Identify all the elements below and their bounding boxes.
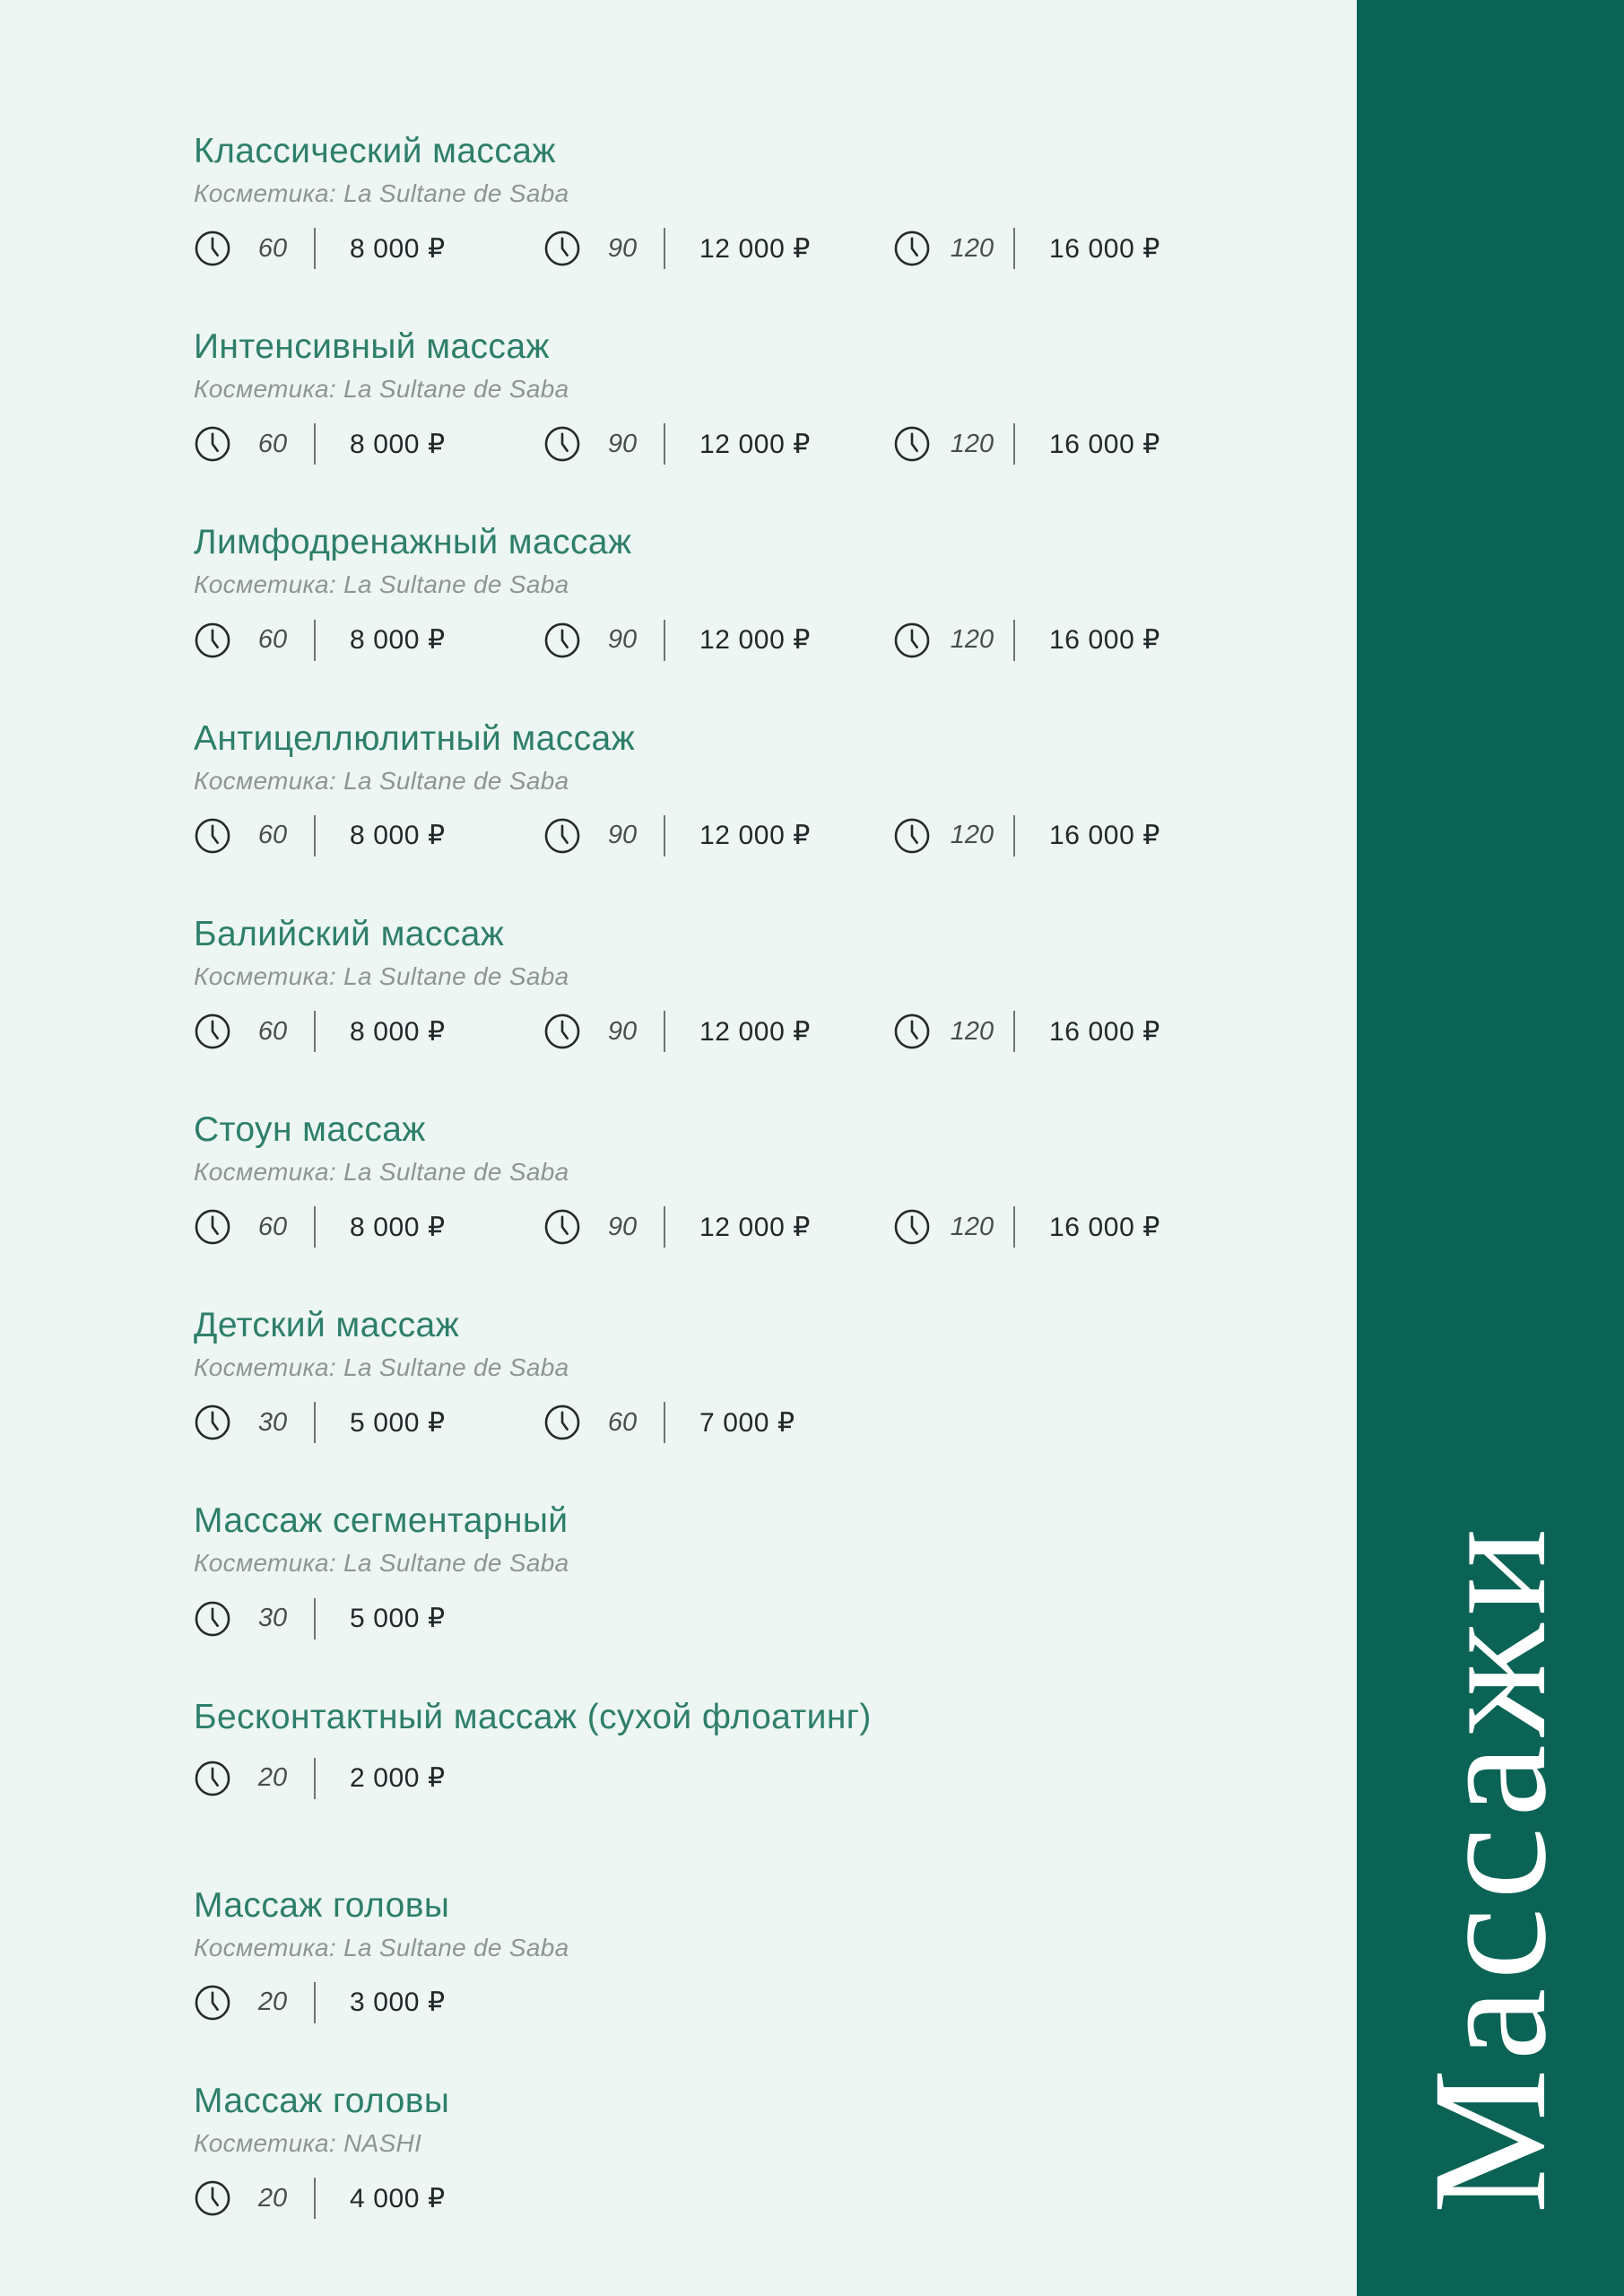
price-value: 12 000 ₽ [699,625,811,656]
service-item [194,1109,1306,1248]
service-item [194,131,1306,269]
duration-price-divider [1013,620,1015,661]
service-title: Детский массаж [194,1306,460,1345]
duration-price-divider [314,1011,316,1052]
price-option [194,1402,543,1443]
clock-icon [194,1404,231,1441]
price-value: 8 000 ₽ [350,1016,446,1047]
price-option [893,1206,1243,1248]
service-title: Лимфодренажный массаж [194,523,632,562]
price-option [194,1206,543,1248]
price-row [194,1402,1306,1443]
service-cosmetics: Косметика: La Sultane de Saba [194,1549,569,1578]
clock-icon [194,2179,231,2217]
price-value: 12 000 ₽ [699,233,811,264]
price-value: 16 000 ₽ [1049,233,1160,264]
duration-price-divider [664,1206,665,1248]
duration-minutes: 120 [950,1212,994,1241]
service-title: Антицеллюлитный массаж [194,718,636,758]
price-value: 2 000 ₽ [350,1763,446,1794]
price-option [194,2178,543,2219]
price-value: 5 000 ₽ [350,1604,446,1634]
duration-price-divider [1013,423,1015,465]
price-value: 3 000 ₽ [350,1987,446,2018]
price-value: 16 000 ₽ [1049,821,1160,851]
clock-icon [543,1404,581,1441]
clock-icon [194,1208,231,1246]
duration-price-divider [1013,815,1015,857]
clock-icon [893,1208,931,1246]
price-option [893,620,1243,661]
duration-minutes: 60 [257,821,288,850]
service-item [194,1500,1306,1639]
price-value: 16 000 ₽ [1049,1016,1160,1047]
duration-minutes: 20 [257,1763,288,1793]
price-row [194,1982,1306,2023]
price-value: 16 000 ₽ [1049,1212,1160,1242]
duration-minutes: 90 [607,1016,638,1046]
clock-icon [194,817,231,855]
price-row [194,620,1306,661]
price-option [893,1011,1243,1052]
price-row [194,1206,1306,1248]
duration-minutes: 60 [257,625,288,655]
price-value: 12 000 ₽ [699,821,811,851]
price-option [194,1011,543,1052]
service-item [194,2081,1306,2219]
service-item [194,1885,1306,2023]
duration-minutes: 20 [257,1987,288,2017]
duration-price-divider [1013,228,1015,269]
price-value: 8 000 ₽ [350,625,446,656]
service-item [194,914,1306,1052]
service-cosmetics: Косметика: La Sultane de Saba [194,766,569,795]
duration-price-divider [314,1598,316,1639]
duration-price-divider [664,423,665,465]
service-item [194,522,1306,660]
price-value: 8 000 ₽ [350,233,446,264]
clock-icon [543,622,581,659]
price-option [543,1402,893,1443]
price-value: 8 000 ₽ [350,429,446,459]
duration-price-divider [664,1011,665,1052]
price-option [543,1011,893,1052]
duration-price-divider [314,2178,316,2219]
duration-minutes: 60 [607,1407,638,1437]
duration-price-divider [314,815,316,857]
price-value: 12 000 ₽ [699,1212,811,1242]
price-option [543,815,893,857]
service-title: Балийский массаж [194,914,505,953]
clock-icon [543,230,581,267]
duration-price-divider [314,620,316,661]
price-value: 8 000 ₽ [350,1212,446,1242]
clock-icon [893,230,931,267]
duration-price-divider [314,423,316,465]
price-option [543,1206,893,1248]
duration-minutes: 120 [950,821,994,850]
clock-icon [893,622,931,659]
duration-minutes: 90 [607,429,638,458]
duration-minutes: 30 [257,1407,288,1437]
clock-icon [194,622,231,659]
clock-icon [893,817,931,855]
price-value: 12 000 ₽ [699,1016,811,1047]
clock-icon [194,1013,231,1050]
price-value: 12 000 ₽ [699,429,811,459]
duration-minutes: 60 [257,429,288,458]
price-value: 16 000 ₽ [1049,429,1160,459]
clock-icon [543,1208,581,1246]
duration-minutes: 60 [257,233,288,263]
clock-icon [543,425,581,463]
price-option [194,1598,543,1639]
clock-icon [194,1760,231,1797]
price-option [194,1758,543,1799]
duration-price-divider [314,1982,316,2023]
price-value: 7 000 ₽ [699,1407,795,1438]
price-option [893,423,1243,465]
price-value: 16 000 ₽ [1049,625,1160,656]
duration-price-divider [1013,1206,1015,1248]
clock-icon [893,1013,931,1050]
price-option [893,228,1243,269]
duration-minutes: 120 [950,625,994,655]
price-value: 5 000 ₽ [350,1407,446,1438]
price-option [194,1982,543,2023]
price-row [194,2178,1306,2219]
service-cosmetics: Косметика: La Sultane de Saba [194,375,569,404]
service-title: Массаж головы [194,2081,450,2120]
duration-price-divider [664,1402,665,1443]
duration-price-divider [314,1206,316,1248]
price-row [194,1758,1306,1799]
category-sidebar [1357,0,1624,2296]
duration-minutes: 120 [950,1016,994,1046]
price-row [194,228,1306,269]
price-row [194,815,1306,857]
service-item [194,718,1306,857]
price-option [543,228,893,269]
category-title-vertical: Массажи [1400,1519,1580,2213]
service-title: Стоун массаж [194,1110,426,1150]
clock-icon [893,425,931,463]
price-row [194,423,1306,465]
service-cosmetics: Косметика: La Sultane de Saba [194,961,569,990]
clock-icon [543,817,581,855]
duration-minutes: 120 [950,233,994,263]
service-item [194,326,1306,465]
duration-minutes: 90 [607,1212,638,1241]
duration-minutes: 30 [257,1604,288,1633]
price-row [194,1598,1306,1639]
clock-icon [194,1600,231,1638]
price-option [194,228,543,269]
duration-minutes: 60 [257,1212,288,1241]
duration-minutes: 90 [607,233,638,263]
service-item [194,1305,1306,1443]
duration-price-divider [1013,1011,1015,1052]
duration-minutes: 120 [950,429,994,458]
service-title: Интенсивный массаж [194,327,550,367]
price-option [543,620,893,661]
duration-minutes: 20 [257,2183,288,2213]
price-option [543,423,893,465]
duration-minutes: 90 [607,625,638,655]
duration-price-divider [314,1758,316,1799]
duration-price-divider [664,815,665,857]
service-cosmetics: Косметика: La Sultane de Saba [194,1353,569,1382]
service-cosmetics: Косметика: La Sultane de Saba [194,1933,569,1961]
service-title: Массаж головы [194,1885,450,1925]
duration-price-divider [314,1402,316,1443]
price-option [194,423,543,465]
service-cosmetics: Косметика: NASHI [194,2128,422,2157]
service-cosmetics: Косметика: La Sultane de Saba [194,179,569,208]
price-row [194,1011,1306,1052]
duration-price-divider [314,228,316,269]
price-option [194,815,543,857]
service-cosmetics: Косметика: La Sultane de Saba [194,1158,569,1187]
service-title: Бесконтактный массаж (сухой флоатинг) [194,1697,872,1736]
duration-price-divider [664,228,665,269]
price-option [194,620,543,661]
services-list [194,131,1306,2276]
duration-price-divider [664,620,665,661]
clock-icon [194,425,231,463]
duration-minutes: 60 [257,1016,288,1046]
duration-minutes: 90 [607,821,638,850]
price-option [893,815,1243,857]
price-value: 4 000 ₽ [350,2183,446,2213]
clock-icon [194,1984,231,2022]
service-item [194,1697,1306,1799]
service-cosmetics: Косметика: La Sultane de Saba [194,570,569,599]
service-title: Классический массаж [194,132,556,170]
clock-icon [543,1013,581,1050]
clock-icon [194,230,231,267]
price-value: 8 000 ₽ [350,821,446,851]
service-title: Массаж сегментарный [194,1501,569,1541]
